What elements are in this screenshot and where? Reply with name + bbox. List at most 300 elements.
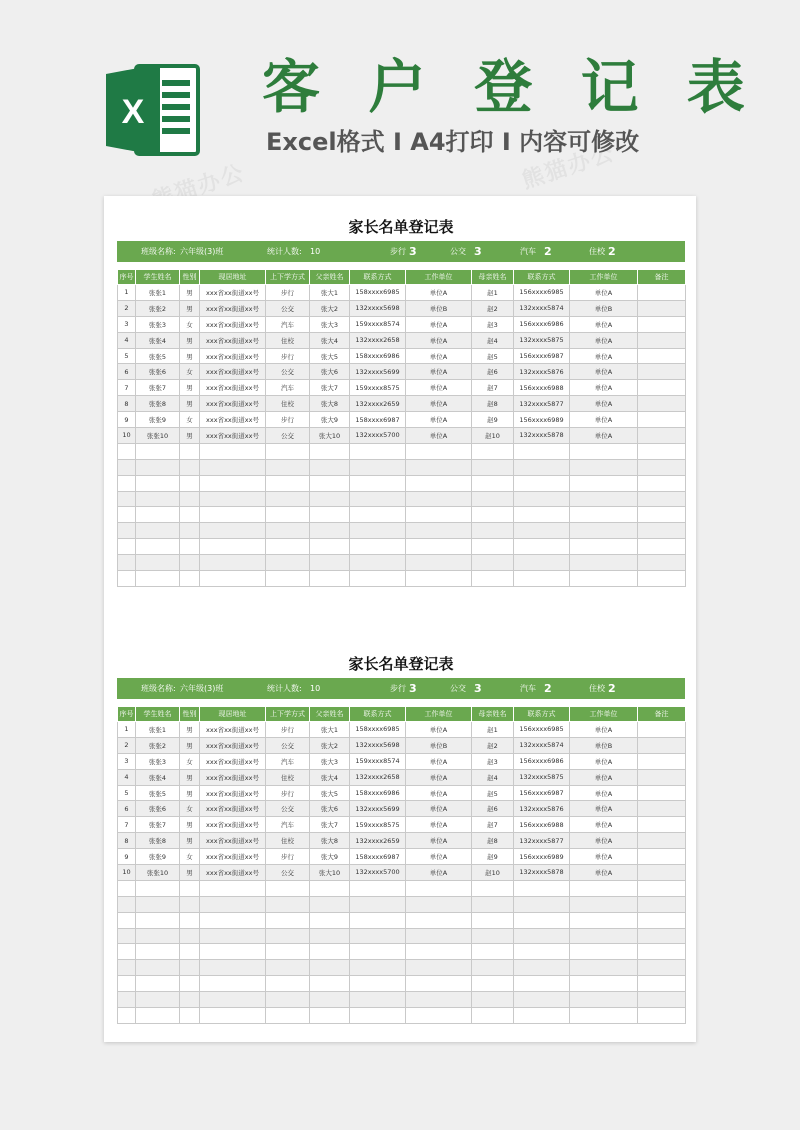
table-cell[interactable]: 步行 [266,412,310,428]
table-cell[interactable]: 男 [180,396,200,412]
table-cell[interactable] [514,523,570,539]
table-cell[interactable] [406,928,472,944]
table-cell[interactable]: 张张1 [136,722,180,738]
table-cell[interactable] [472,1008,514,1024]
table-cell[interactable]: 132xxxx5700 [350,865,406,881]
table-cell[interactable] [638,443,686,459]
table-cell[interactable] [180,459,200,475]
table-cell[interactable] [200,1008,266,1024]
table-cell[interactable] [638,944,686,960]
table-cell[interactable]: 132xxxx5877 [514,396,570,412]
table-cell[interactable]: 男 [180,428,200,444]
table-cell[interactable]: xxx省xx街道xx号 [200,753,266,769]
table-cell[interactable]: 单位A [406,785,472,801]
table-cell[interactable] [406,992,472,1008]
table-cell[interactable]: xxx省xx街道xx号 [200,412,266,428]
table-cell[interactable]: 单位A [570,865,638,881]
table-cell[interactable] [350,912,406,928]
table-cell[interactable] [638,1008,686,1024]
table-cell[interactable]: 赵7 [472,380,514,396]
table-cell[interactable] [638,316,686,332]
table-cell[interactable] [200,475,266,491]
table-cell[interactable] [266,960,310,976]
table-cell[interactable]: 单位A [570,833,638,849]
table-cell[interactable] [136,507,180,523]
table-cell[interactable]: 赵8 [472,396,514,412]
table-cell[interactable] [310,944,350,960]
table-cell[interactable]: 男 [180,380,200,396]
table-cell[interactable] [638,737,686,753]
table-cell[interactable] [118,944,136,960]
table-cell[interactable]: 单位A [570,285,638,301]
table-cell[interactable]: 住校 [266,833,310,849]
table-cell[interactable] [514,539,570,555]
table-cell[interactable] [514,912,570,928]
table-cell[interactable] [570,459,638,475]
table-cell[interactable] [266,571,310,587]
table-cell[interactable]: 公交 [266,737,310,753]
table-cell[interactable] [180,976,200,992]
table-cell[interactable]: 张大6 [310,801,350,817]
table-cell[interactable]: 132xxxx5876 [514,364,570,380]
table-cell[interactable]: xxx省xx街道xx号 [200,833,266,849]
table-cell[interactable]: 赵8 [472,833,514,849]
table-cell[interactable] [118,928,136,944]
table-cell[interactable] [570,491,638,507]
table-cell[interactable] [472,539,514,555]
table-cell[interactable]: 汽车 [266,753,310,769]
table-cell[interactable] [136,976,180,992]
table-cell[interactable] [472,896,514,912]
table-cell[interactable] [310,523,350,539]
table-cell[interactable]: 赵2 [472,300,514,316]
table-cell[interactable] [266,443,310,459]
table-cell[interactable] [310,475,350,491]
table-cell[interactable] [310,459,350,475]
table-cell[interactable]: 赵6 [472,364,514,380]
table-cell[interactable] [472,443,514,459]
table-cell[interactable]: 女 [180,849,200,865]
table-cell[interactable]: 汽车 [266,817,310,833]
table-cell[interactable]: 132xxxx2659 [350,833,406,849]
table-cell[interactable] [638,285,686,301]
table-cell[interactable]: 156xxxx6989 [514,412,570,428]
table-cell[interactable] [350,459,406,475]
table-cell[interactable] [136,1008,180,1024]
table-cell[interactable] [406,475,472,491]
table-cell[interactable] [118,459,136,475]
table-cell[interactable]: 男 [180,300,200,316]
table-cell[interactable] [136,539,180,555]
table-cell[interactable]: 3 [118,753,136,769]
table-cell[interactable]: 公交 [266,364,310,380]
table-cell[interactable] [350,880,406,896]
table-cell[interactable]: xxx省xx街道xx号 [200,785,266,801]
table-cell[interactable]: 单位A [570,753,638,769]
table-cell[interactable]: 男 [180,737,200,753]
table-cell[interactable]: xxx省xx街道xx号 [200,332,266,348]
table-cell[interactable]: 单位A [406,364,472,380]
table-cell[interactable]: 张张4 [136,332,180,348]
table-cell[interactable]: 132xxxx5877 [514,833,570,849]
table-cell[interactable] [350,1008,406,1024]
table-cell[interactable] [136,896,180,912]
table-cell[interactable]: 1 [118,285,136,301]
table-cell[interactable] [200,459,266,475]
table-cell[interactable] [200,976,266,992]
table-cell[interactable] [200,571,266,587]
table-cell[interactable]: 132xxxx5874 [514,300,570,316]
table-cell[interactable] [200,944,266,960]
table-cell[interactable]: 156xxxx6988 [514,817,570,833]
table-cell[interactable]: 男 [180,833,200,849]
table-cell[interactable] [118,880,136,896]
table-cell[interactable] [310,976,350,992]
table-cell[interactable] [514,571,570,587]
table-cell[interactable]: 张张10 [136,428,180,444]
table-cell[interactable]: 单位A [406,753,472,769]
table-cell[interactable] [180,475,200,491]
table-cell[interactable] [350,491,406,507]
table-cell[interactable]: 步行 [266,285,310,301]
table-cell[interactable] [638,348,686,364]
table-cell[interactable] [472,944,514,960]
table-cell[interactable]: 女 [180,412,200,428]
table-cell[interactable]: 赵5 [472,348,514,364]
table-cell[interactable]: 张张5 [136,348,180,364]
table-cell[interactable]: 女 [180,753,200,769]
table-cell[interactable]: 赵4 [472,769,514,785]
table-cell[interactable]: xxx省xx街道xx号 [200,849,266,865]
table-cell[interactable] [136,459,180,475]
table-cell[interactable]: 张大3 [310,316,350,332]
table-cell[interactable]: 单位A [570,785,638,801]
table-cell[interactable] [472,475,514,491]
table-cell[interactable]: 159xxxx8575 [350,380,406,396]
table-cell[interactable]: 单位B [570,300,638,316]
table-cell[interactable]: 8 [118,833,136,849]
table-cell[interactable] [514,944,570,960]
table-cell[interactable] [180,491,200,507]
table-cell[interactable] [266,976,310,992]
table-cell[interactable]: 赵3 [472,753,514,769]
table-cell[interactable] [472,912,514,928]
table-cell[interactable] [266,928,310,944]
table-cell[interactable] [266,880,310,896]
table-cell[interactable] [514,459,570,475]
table-cell[interactable]: 男 [180,785,200,801]
table-cell[interactable] [350,523,406,539]
table-cell[interactable]: 4 [118,769,136,785]
table-cell[interactable] [118,507,136,523]
table-cell[interactable]: 7 [118,380,136,396]
table-cell[interactable]: xxx省xx街道xx号 [200,801,266,817]
table-cell[interactable] [638,833,686,849]
table-cell[interactable] [350,976,406,992]
table-cell[interactable]: xxx省xx街道xx号 [200,348,266,364]
table-cell[interactable] [472,880,514,896]
table-cell[interactable]: 156xxxx6987 [514,785,570,801]
table-cell[interactable]: 单位A [570,801,638,817]
table-cell[interactable]: 公交 [266,300,310,316]
table-cell[interactable]: 赵1 [472,722,514,738]
table-cell[interactable] [118,539,136,555]
table-cell[interactable] [350,475,406,491]
table-cell[interactable] [638,539,686,555]
table-cell[interactable]: 10 [118,428,136,444]
table-cell[interactable] [180,571,200,587]
table-cell[interactable]: 赵4 [472,332,514,348]
table-cell[interactable] [310,912,350,928]
table-cell[interactable] [266,992,310,1008]
table-cell[interactable]: 156xxxx6988 [514,380,570,396]
table-cell[interactable] [472,507,514,523]
table-cell[interactable] [638,507,686,523]
table-cell[interactable] [638,364,686,380]
table-cell[interactable]: 132xxxx5699 [350,801,406,817]
table-cell[interactable] [180,1008,200,1024]
table-cell[interactable]: 张张8 [136,396,180,412]
table-cell[interactable] [638,555,686,571]
table-cell[interactable] [514,976,570,992]
table-cell[interactable] [136,523,180,539]
table-cell[interactable] [310,992,350,1008]
table-cell[interactable]: 张张7 [136,380,180,396]
table-cell[interactable]: 张张10 [136,865,180,881]
table-cell[interactable] [638,571,686,587]
table-cell[interactable]: 张大2 [310,300,350,316]
table-cell[interactable] [180,523,200,539]
table-cell[interactable] [310,443,350,459]
table-cell[interactable]: 女 [180,364,200,380]
table-cell[interactable]: 赵3 [472,316,514,332]
table-cell[interactable] [118,976,136,992]
table-cell[interactable]: 单位A [406,396,472,412]
table-cell[interactable] [638,523,686,539]
table-cell[interactable] [136,491,180,507]
table-cell[interactable] [638,769,686,785]
table-cell[interactable]: 156xxxx6989 [514,849,570,865]
table-cell[interactable] [266,523,310,539]
table-cell[interactable]: 住校 [266,332,310,348]
table-cell[interactable]: 单位A [406,801,472,817]
table-cell[interactable]: 张大4 [310,332,350,348]
table-cell[interactable] [638,459,686,475]
table-cell[interactable]: 张张4 [136,769,180,785]
table-cell[interactable]: 步行 [266,722,310,738]
table-cell[interactable]: 张大6 [310,364,350,380]
table-cell[interactable]: 赵10 [472,865,514,881]
table-cell[interactable] [638,412,686,428]
table-cell[interactable]: 单位A [406,428,472,444]
table-cell[interactable]: 单位A [406,380,472,396]
table-cell[interactable] [570,443,638,459]
table-cell[interactable]: 赵5 [472,785,514,801]
table-cell[interactable]: 9 [118,849,136,865]
table-cell[interactable]: 男 [180,348,200,364]
table-cell[interactable] [570,475,638,491]
table-cell[interactable]: 张张7 [136,817,180,833]
table-cell[interactable]: 张大5 [310,785,350,801]
table-cell[interactable]: 132xxxx5878 [514,428,570,444]
table-cell[interactable]: 单位A [570,769,638,785]
table-cell[interactable] [570,507,638,523]
table-cell[interactable] [406,896,472,912]
table-cell[interactable]: 张大10 [310,428,350,444]
table-cell[interactable]: 7 [118,817,136,833]
table-cell[interactable] [200,912,266,928]
table-cell[interactable]: 住校 [266,396,310,412]
table-cell[interactable] [638,475,686,491]
table-cell[interactable] [266,896,310,912]
table-cell[interactable]: 3 [118,316,136,332]
table-cell[interactable]: 女 [180,316,200,332]
table-cell[interactable]: 赵6 [472,801,514,817]
table-cell[interactable] [638,896,686,912]
table-cell[interactable] [514,443,570,459]
table-cell[interactable] [200,992,266,1008]
table-cell[interactable]: 单位A [406,865,472,881]
table-cell[interactable]: 张大5 [310,348,350,364]
table-cell[interactable] [180,539,200,555]
table-cell[interactable]: 住校 [266,769,310,785]
table-cell[interactable]: 张大1 [310,722,350,738]
table-cell[interactable] [118,475,136,491]
table-cell[interactable] [638,912,686,928]
table-cell[interactable]: 汽车 [266,316,310,332]
table-cell[interactable]: xxx省xx街道xx号 [200,737,266,753]
table-cell[interactable] [310,1008,350,1024]
table-cell[interactable] [180,443,200,459]
table-cell[interactable] [514,992,570,1008]
table-cell[interactable]: 单位B [406,300,472,316]
table-cell[interactable]: 单位B [406,737,472,753]
table-cell[interactable] [350,571,406,587]
table-cell[interactable] [570,880,638,896]
table-cell[interactable] [180,880,200,896]
table-cell[interactable]: xxx省xx街道xx号 [200,316,266,332]
table-cell[interactable] [406,944,472,960]
table-cell[interactable] [472,491,514,507]
table-cell[interactable]: xxx省xx街道xx号 [200,396,266,412]
table-cell[interactable]: 159xxxx8575 [350,817,406,833]
table-cell[interactable] [350,555,406,571]
table-cell[interactable]: 单位A [570,396,638,412]
table-cell[interactable]: 单位A [570,348,638,364]
table-cell[interactable] [200,960,266,976]
table-cell[interactable] [472,976,514,992]
table-cell[interactable] [638,817,686,833]
table-cell[interactable] [570,960,638,976]
table-cell[interactable]: 单位A [406,722,472,738]
table-cell[interactable] [406,571,472,587]
table-cell[interactable]: 张张1 [136,285,180,301]
table-cell[interactable] [406,960,472,976]
table-cell[interactable] [406,491,472,507]
table-cell[interactable] [638,992,686,1008]
table-cell[interactable] [136,960,180,976]
table-cell[interactable]: 132xxxx2658 [350,769,406,785]
table-cell[interactable] [638,801,686,817]
table-cell[interactable]: 张张2 [136,737,180,753]
table-cell[interactable]: xxx省xx街道xx号 [200,769,266,785]
table-cell[interactable] [350,944,406,960]
table-cell[interactable] [266,539,310,555]
table-cell[interactable]: 156xxxx6985 [514,285,570,301]
table-cell[interactable] [638,880,686,896]
table-cell[interactable] [638,976,686,992]
table-cell[interactable]: 单位B [570,737,638,753]
table-cell[interactable] [570,896,638,912]
table-cell[interactable]: 单位A [406,285,472,301]
table-cell[interactable] [180,507,200,523]
table-cell[interactable]: 单位A [406,348,472,364]
table-cell[interactable] [180,960,200,976]
table-cell[interactable] [638,332,686,348]
table-cell[interactable] [570,1008,638,1024]
table-cell[interactable] [472,960,514,976]
table-cell[interactable]: 单位A [406,849,472,865]
table-cell[interactable]: 158xxxx6987 [350,412,406,428]
table-cell[interactable] [136,571,180,587]
table-cell[interactable]: 单位A [570,722,638,738]
table-cell[interactable]: xxx省xx街道xx号 [200,865,266,881]
table-cell[interactable] [638,753,686,769]
table-cell[interactable] [514,491,570,507]
table-cell[interactable] [180,992,200,1008]
table-cell[interactable] [118,523,136,539]
table-cell[interactable]: 6 [118,364,136,380]
table-cell[interactable] [266,944,310,960]
table-cell[interactable] [406,1008,472,1024]
table-cell[interactable] [570,976,638,992]
table-cell[interactable] [310,880,350,896]
table-cell[interactable] [136,475,180,491]
table-cell[interactable]: 156xxxx6985 [514,722,570,738]
table-cell[interactable]: 男 [180,817,200,833]
table-cell[interactable]: 5 [118,785,136,801]
table-cell[interactable] [638,785,686,801]
table-cell[interactable] [266,475,310,491]
table-cell[interactable]: xxx省xx街道xx号 [200,364,266,380]
table-cell[interactable]: 单位A [570,316,638,332]
table-cell[interactable] [266,912,310,928]
table-cell[interactable]: 158xxxx6985 [350,722,406,738]
table-cell[interactable] [514,896,570,912]
table-cell[interactable] [514,960,570,976]
table-cell[interactable] [350,992,406,1008]
table-cell[interactable]: 单位A [406,412,472,428]
table-cell[interactable] [180,896,200,912]
table-cell[interactable]: 公交 [266,865,310,881]
table-cell[interactable]: xxx省xx街道xx号 [200,428,266,444]
table-cell[interactable] [310,539,350,555]
table-cell[interactable] [514,928,570,944]
table-cell[interactable] [200,507,266,523]
table-cell[interactable] [406,880,472,896]
table-cell[interactable]: 单位A [406,316,472,332]
table-cell[interactable] [472,523,514,539]
table-cell[interactable] [638,960,686,976]
table-cell[interactable]: 张大9 [310,412,350,428]
table-cell[interactable] [514,507,570,523]
table-cell[interactable]: 步行 [266,785,310,801]
table-cell[interactable] [266,491,310,507]
table-cell[interactable]: 张张2 [136,300,180,316]
table-cell[interactable] [136,555,180,571]
table-cell[interactable]: 单位A [570,428,638,444]
table-cell[interactable] [570,928,638,944]
